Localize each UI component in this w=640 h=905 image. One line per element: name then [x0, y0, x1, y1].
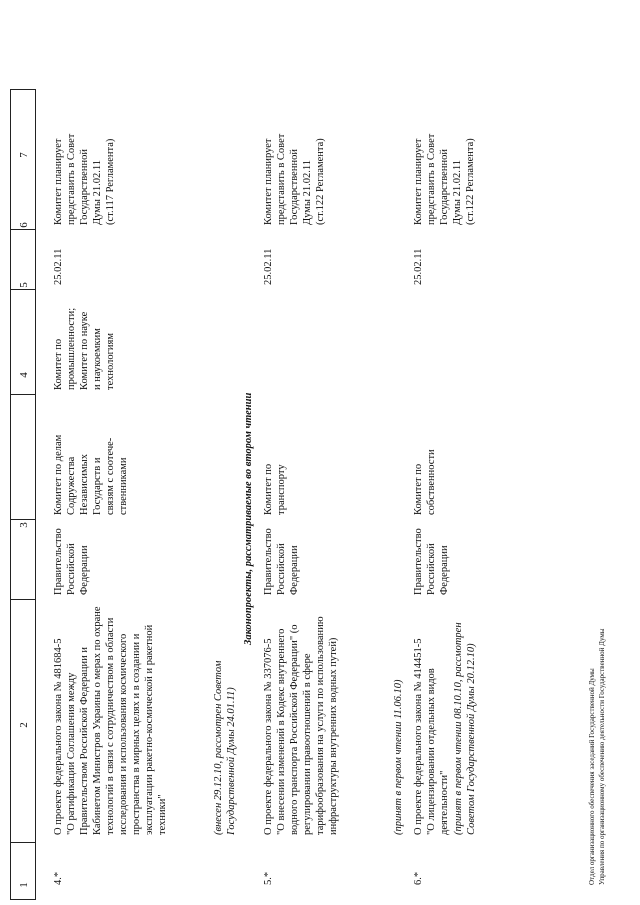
row6-num: 6.* — [413, 871, 424, 885]
rule-c0 — [10, 899, 36, 900]
rule-c6 — [10, 229, 36, 230]
rule-top — [10, 90, 11, 900]
row5-committee: Комитет по транспорту — [263, 463, 287, 515]
rule-c2 — [10, 599, 36, 600]
rule-header — [35, 90, 36, 900]
header-col-5: 5 — [18, 282, 30, 288]
header-col-6: 6 — [18, 222, 30, 228]
row5-date: 25.02.11 — [263, 248, 274, 285]
row6-committee: Комитет по собственности — [413, 449, 437, 515]
row6-date: 25.02.11 — [413, 248, 424, 285]
row6-status: Комитет планирует представить в Совет Государственной Думы 21.02.11 (ст.122 Регламента) — [413, 133, 476, 225]
row4-author: Правительство Российской Федерации — [53, 528, 90, 595]
row4-committee: Комитет по делам Содружества Независимых Государств и связям с соотече- ственниками — [53, 434, 129, 515]
row5-status: Комитет планирует представить в Совет Государственной Думы 21.02.11 (ст.122 Регламента) — [263, 133, 326, 225]
header-col-4: 4 — [18, 372, 30, 378]
row4-co-committee: Комитет по промышленности; Комитет по науке и наукоемким технологиям — [53, 307, 116, 390]
row6-author: Правительство Российской Федерации — [413, 528, 450, 595]
header-col-7: 7 — [18, 152, 30, 158]
row4-date: 25.02.11 — [53, 248, 64, 285]
row5-num: 5.* — [263, 871, 274, 885]
row5-title: О проекте федерального закона № 337076-5 "О внесении изменений в Кодекс внутреннего водного транспорта Российской Федерации" (о регулировании правоотношений в сфере тарифообразования на услуги по использованию инфраструктуры внутренних водных путей) — [263, 616, 339, 835]
rule-c4 — [10, 394, 36, 395]
row6-note: (принят в первом чтении 08.10.10, рассмотрен Советом Государственной Думы 20.12.10) — [453, 622, 477, 835]
row5-author: Правительство Российской Федерации — [263, 528, 300, 595]
footer-line-1: Отдел организационного обеспечения заседаний Государственной Думы — [588, 668, 596, 885]
header-col-2: 2 — [18, 722, 30, 728]
header-col-1: 1 — [18, 882, 30, 888]
row4-num: 4.* — [53, 871, 64, 885]
rule-c7 — [10, 89, 36, 90]
row5-note: (принят в первом чтении 11.06.10) — [393, 679, 404, 835]
footer-line-2: Управления по организационному обеспечению деятельности Государственной Думы — [598, 628, 606, 885]
header-col-3: 3 — [18, 522, 30, 528]
rule-c3 — [10, 519, 36, 520]
rule-c1 — [10, 842, 36, 843]
section-title: Законопроекты, рассматриваемые во втором чтении — [243, 392, 254, 645]
row4-status: Комитет планирует представить в Совет Государственной Думы 21.02.11 (ст.117 Регламента) — [53, 133, 116, 225]
row4-title: О проекте федерального закона № 481684-5 "О ратификации Соглашения между Правительством Российской Федерации и Кабинетом Министров Украины о мерах по охране технологий в связи с сотрудничеством в области исследования и использования космического пространства в мирных целях и в создании и эксплуатации ракетно-космической и ракетной техники" — [53, 606, 168, 835]
rule-c5 — [10, 289, 36, 290]
row6-title: О проекте федерального закона № 414451-5 "О лицензировании отдельных видов деятельности" — [413, 638, 450, 835]
row4-note: (внесен 29.12.10, рассмотрен Советом Государственной Думы 24.01.11) — [213, 660, 237, 835]
